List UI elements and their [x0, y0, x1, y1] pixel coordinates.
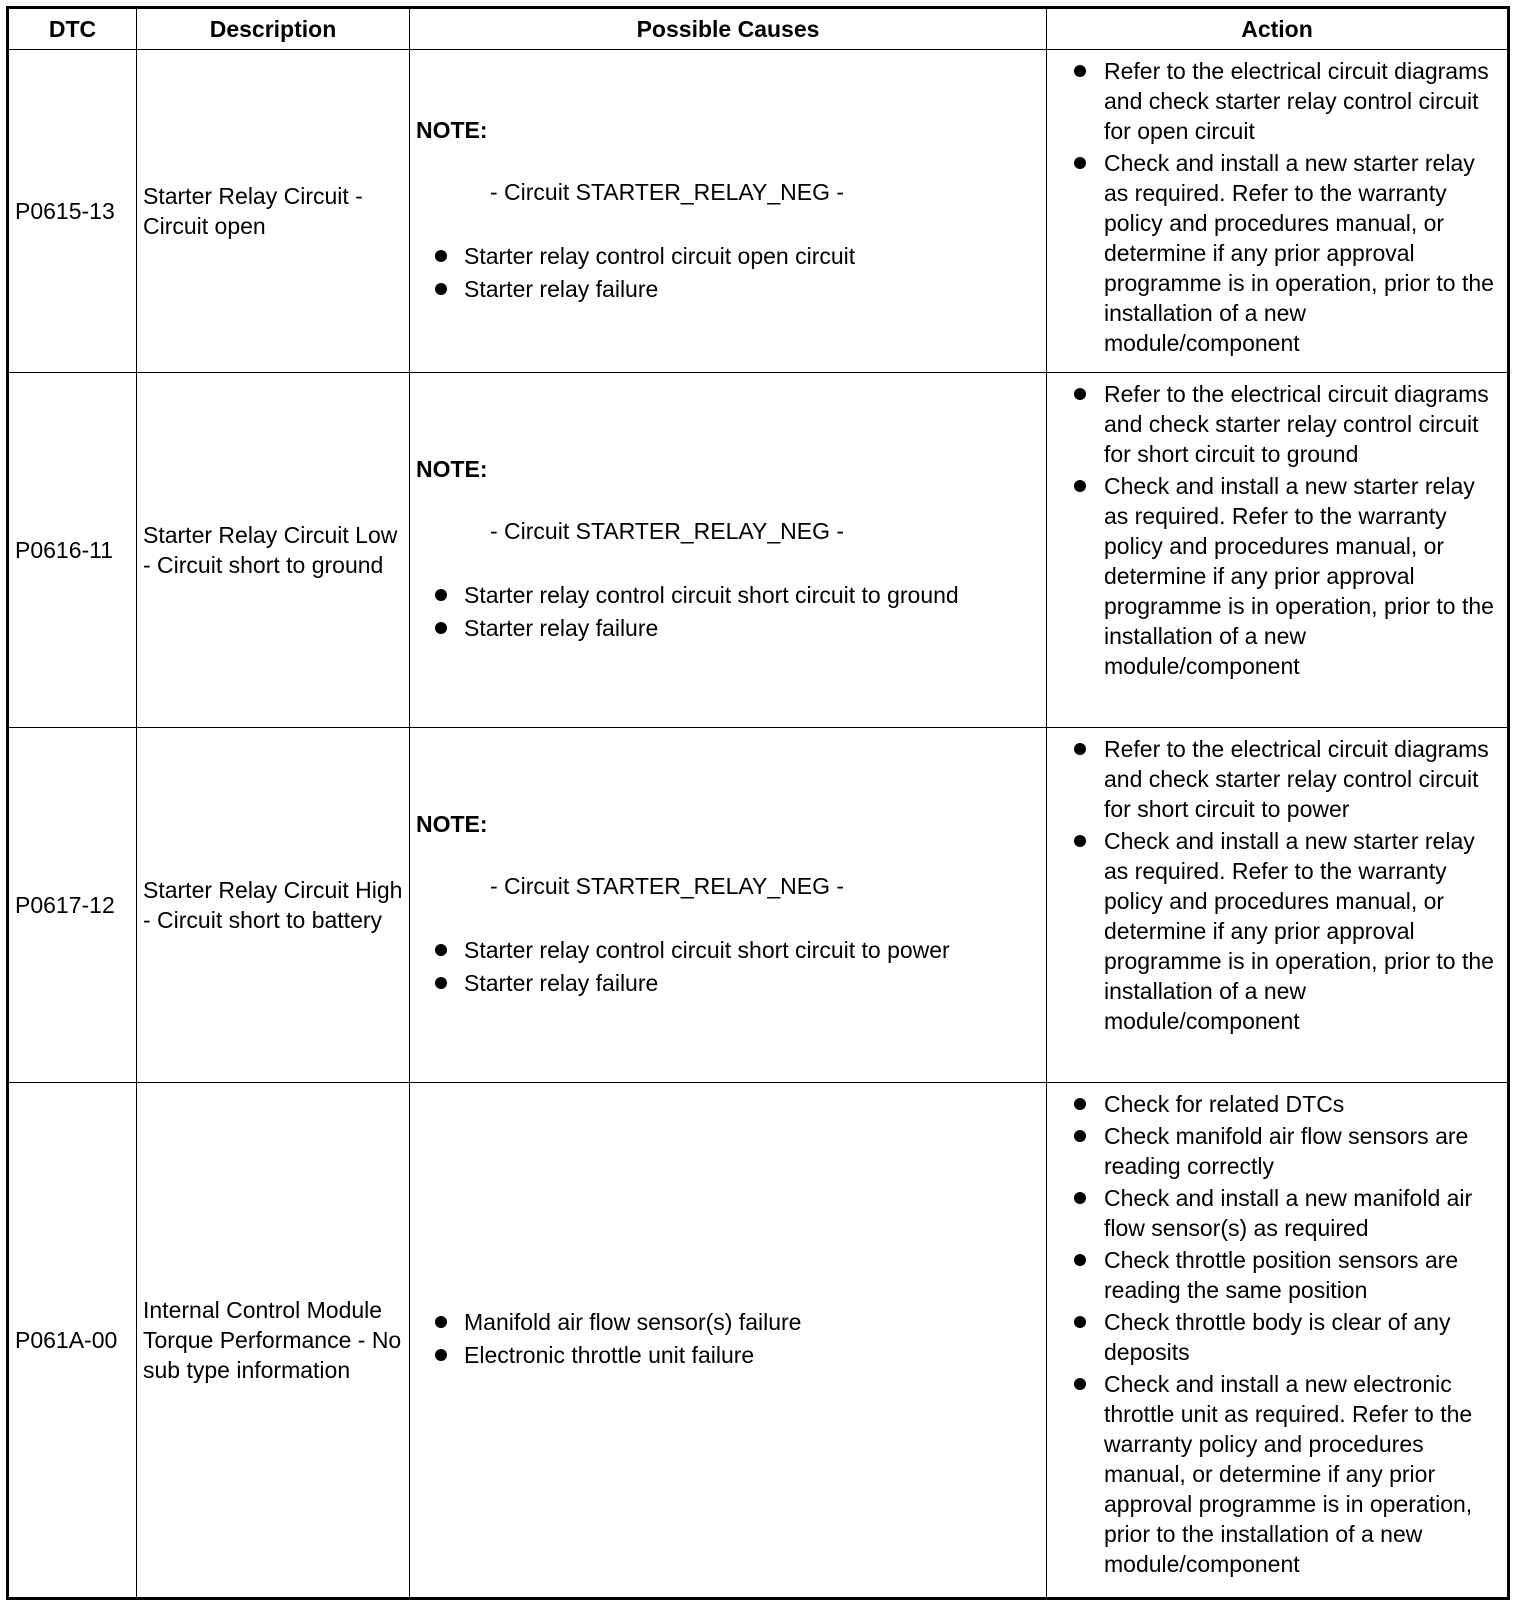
list-item: Refer to the electrical circuit diagrams and check starter relay control circuit for short circuit to power — [1069, 734, 1501, 824]
action-cell — [1047, 728, 1509, 1083]
list-item: Manifold air flow sensor(s) failure — [416, 1307, 1046, 1337]
list-item: Electronic throttle unit failure — [416, 1340, 1046, 1370]
list-item: Check and install a new starter relay as required. Refer to the warranty policy and procedures manual, or determine if any prior approval programme is in operation, prior to the installation of a new module/component — [1069, 471, 1501, 681]
bullet-icon — [435, 283, 447, 295]
note-text: - Circuit STARTER_RELAY_NEG - — [490, 179, 845, 205]
possible-causes-cell — [410, 373, 1047, 728]
list-item: Check and install a new starter relay as required. Refer to the warranty policy and procedures manual, or determine if any prior approval programme is in operation, prior to the installation of a new module/component — [1069, 148, 1501, 358]
note-text: - Circuit STARTER_RELAY_NEG - — [490, 518, 845, 544]
bullet-icon — [1074, 1254, 1086, 1266]
list-item: Refer to the electrical circuit diagrams and check starter relay control circuit for open circuit — [1069, 56, 1501, 146]
list-item: Check and install a new manifold air flow sensor(s) as required — [1069, 1183, 1501, 1243]
list-item: Check and install a new electronic throttle unit as required. Refer to the warranty policy and procedures manual, or determine if any prior approval programme is in operation, prior to the installation of a new module/component — [1069, 1369, 1501, 1579]
list-item: Starter relay control circuit open circuit — [416, 241, 1046, 271]
bullet-icon — [1074, 1378, 1086, 1390]
dtc-description: Internal Control Module Torque Performance - No sub type information — [137, 1083, 410, 1599]
actions-list — [1069, 1089, 1501, 1579]
actions-list — [1069, 734, 1501, 1036]
bullet-icon — [1074, 65, 1086, 77]
header-possible-causes: Possible Causes — [410, 8, 1047, 50]
list-item: Check throttle position sensors are reading the same position — [1069, 1245, 1501, 1305]
action-cell — [1047, 373, 1509, 728]
bullet-icon — [1074, 388, 1086, 400]
dtc-code: P0615-13 — [8, 50, 137, 373]
list-item: Refer to the electrical circuit diagrams and check starter relay control circuit for short circuit to ground — [1069, 379, 1501, 469]
dtc-code: P061A-00 — [8, 1083, 137, 1599]
causes-list — [416, 580, 1046, 643]
bullet-icon — [435, 250, 447, 262]
table-row — [8, 373, 1509, 728]
possible-causes-cell — [410, 1083, 1047, 1599]
bullet-icon — [435, 944, 447, 956]
list-item: Starter relay failure — [416, 968, 1046, 998]
causes-list — [416, 241, 1046, 304]
table-row — [8, 50, 1509, 373]
dtc-code: P0617-12 — [8, 728, 137, 1083]
bullet-icon — [435, 1349, 447, 1361]
bullet-icon — [1074, 1192, 1086, 1204]
dtc-table — [6, 6, 1510, 1600]
possible-causes-cell — [410, 50, 1047, 373]
actions-list — [1069, 379, 1501, 681]
table-row — [8, 728, 1509, 1083]
dtc-description: Starter Relay Circuit High - Circuit short to battery — [137, 728, 410, 1083]
list-item: Check manifold air flow sensors are reading correctly — [1069, 1121, 1501, 1181]
list-item: Check throttle body is clear of any deposits — [1069, 1307, 1501, 1367]
list-item: Starter relay failure — [416, 274, 1046, 304]
header-action: Action — [1047, 8, 1509, 50]
table-row — [8, 1083, 1509, 1599]
list-item: Check and install a new starter relay as required. Refer to the warranty policy and procedures manual, or determine if any prior approval programme is in operation, prior to the installation of a new module/component — [1069, 826, 1501, 1036]
list-item: Starter relay failure — [416, 613, 1046, 643]
bullet-icon — [1074, 1316, 1086, 1328]
header-dtc: DTC — [8, 8, 137, 50]
note-label: NOTE: — [416, 811, 488, 837]
bullet-icon — [1074, 157, 1086, 169]
bullet-icon — [1074, 1130, 1086, 1142]
list-item: Check for related DTCs — [1069, 1089, 1501, 1119]
bullet-icon — [1074, 835, 1086, 847]
dtc-description: Starter Relay Circuit - Circuit open — [137, 50, 410, 373]
causes-list — [416, 935, 1046, 998]
list-item: Starter relay control circuit short circuit to ground — [416, 580, 1046, 610]
note-text: - Circuit STARTER_RELAY_NEG - — [490, 873, 845, 899]
action-cell — [1047, 50, 1509, 373]
bullet-icon — [435, 1316, 447, 1328]
bullet-icon — [1074, 480, 1086, 492]
action-cell — [1047, 1083, 1509, 1599]
note-label: NOTE: — [416, 456, 488, 482]
bullet-icon — [435, 977, 447, 989]
bullet-icon — [435, 622, 447, 634]
bullet-icon — [1074, 743, 1086, 755]
header-row — [8, 8, 1509, 50]
bullet-icon — [435, 589, 447, 601]
actions-list — [1069, 56, 1501, 358]
list-item: Starter relay control circuit short circuit to power — [416, 935, 1046, 965]
possible-causes-cell — [410, 728, 1047, 1083]
note-label: NOTE: — [416, 117, 488, 143]
causes-list — [416, 1307, 1046, 1370]
dtc-description: Starter Relay Circuit Low - Circuit short to ground — [137, 373, 410, 728]
dtc-code: P0616-11 — [8, 373, 137, 728]
bullet-icon — [1074, 1098, 1086, 1110]
header-description: Description — [137, 8, 410, 50]
